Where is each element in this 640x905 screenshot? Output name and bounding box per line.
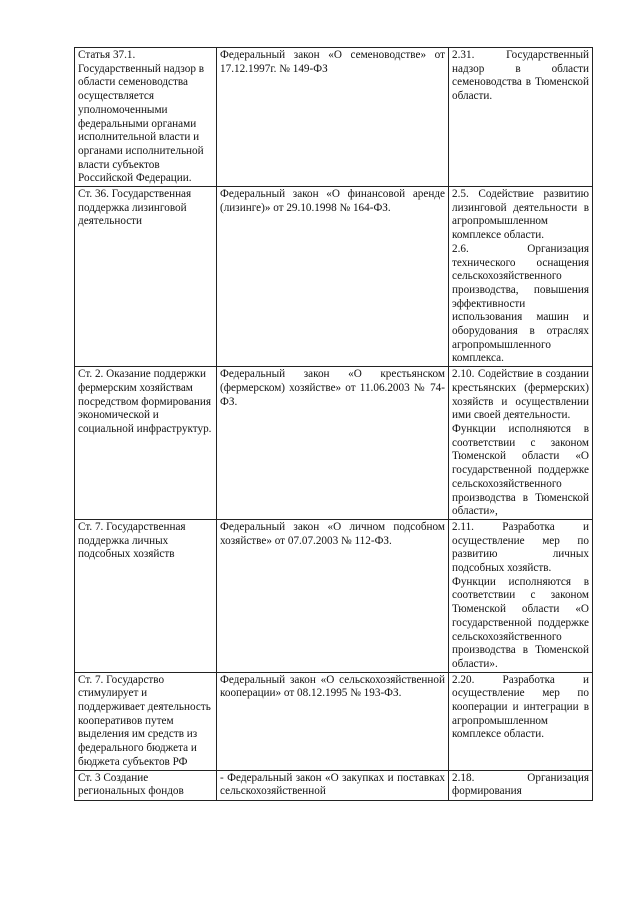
- function-cell: [449, 519, 593, 672]
- article-cell: Ст. 7. Государственная поддержка личных подсобных хозяйств: [75, 519, 217, 672]
- law-cell: - Федеральный закон «О закупках и поставках сельскохозяйственной: [217, 770, 449, 800]
- table-row: [75, 187, 593, 367]
- function-text: 2.10. Содействие в создании крестьянских (фермерских) хозяйств и осуществлении ими своей деятельности.: [452, 368, 589, 422]
- law-cell: Федеральный закон «О финансовой аренде (лизинге)» от 29.10.1998 № 164-ФЗ.: [217, 187, 449, 367]
- function-cell: [449, 48, 593, 187]
- law-cell: Федеральный закон «О личном подсобном хозяйстве» от 07.07.2003 № 112-ФЗ.: [217, 519, 449, 672]
- function-text: 2.11. Разработка и осуществление мер по развитию личных подсобных хозяйств.: [452, 520, 589, 575]
- function-text: 2.31. Государственный надзор в области семеноводства в Тюменской области.: [452, 49, 589, 103]
- function-text: 2.6. Организация технического оснащения сельскохозяйственного производства, повышения эффективности использования машин и оборудования в отраслях агропромышленного комплекса.: [452, 242, 589, 365]
- function-text: Функции исполняются в соответствии с законом Тюменской области «О государственной поддержке сельскохозяйственного производства в Тюменской области».: [452, 575, 589, 670]
- function-text: Функции исполняются в соответствии с законом Тюменской области «О государственной поддержке сельскохозяйственного производства в Тюменской области»,: [452, 422, 589, 518]
- article-cell: Ст. 36. Государственная поддержка лизинговой деятельности: [75, 187, 217, 367]
- function-cell: [449, 187, 593, 367]
- function-cell: [449, 672, 593, 770]
- function-text: 2.18. Организация формирования: [452, 771, 589, 798]
- function-cell: [449, 367, 593, 520]
- article-cell: Ст. 7. Государство стимулирует и поддерживает деятельность кооперативов путем выделения им средств из федерального бюджета и бюджета субъектов РФ: [75, 672, 217, 770]
- table-row: [75, 367, 593, 520]
- legal-table: [74, 47, 593, 801]
- law-cell: Федеральный закон «О крестьянском (фермерском) хозяйстве» от 11.06.2003 № 74-ФЗ.: [217, 367, 449, 520]
- table-row: [75, 519, 593, 672]
- table-row: [75, 48, 593, 187]
- article-cell: Ст. 2. Оказание поддержки фермерским хозяйствам посредством формирования экономической и социальной инфраструктур.: [75, 367, 217, 520]
- table-row: [75, 770, 593, 800]
- law-cell: Федеральный закон «О сельскохозяйственной кооперации» от 08.12.1995 № 193-ФЗ.: [217, 672, 449, 770]
- law-cell: Федеральный закон «О семеноводстве» от 17.12.1997г. № 149-ФЗ: [217, 48, 449, 187]
- function-cell: [449, 770, 593, 800]
- function-text: 2.5. Содействие развитию лизинговой деятельности в агропромышленном комплексе области.: [452, 188, 589, 242]
- function-text: 2.20. Разработка и осуществление мер по кооперации и интеграции в агропромышленном комплексе области.: [452, 673, 589, 741]
- article-cell: Ст. 3 Создание региональных фондов: [75, 770, 217, 800]
- article-cell: Статья 37.1. Государственный надзор в области семеноводства осуществляется уполномоченными федеральными органами исполнительной власти и органами исполнительной власти субъектов Российской Федерации.: [75, 48, 217, 187]
- table-row: [75, 672, 593, 770]
